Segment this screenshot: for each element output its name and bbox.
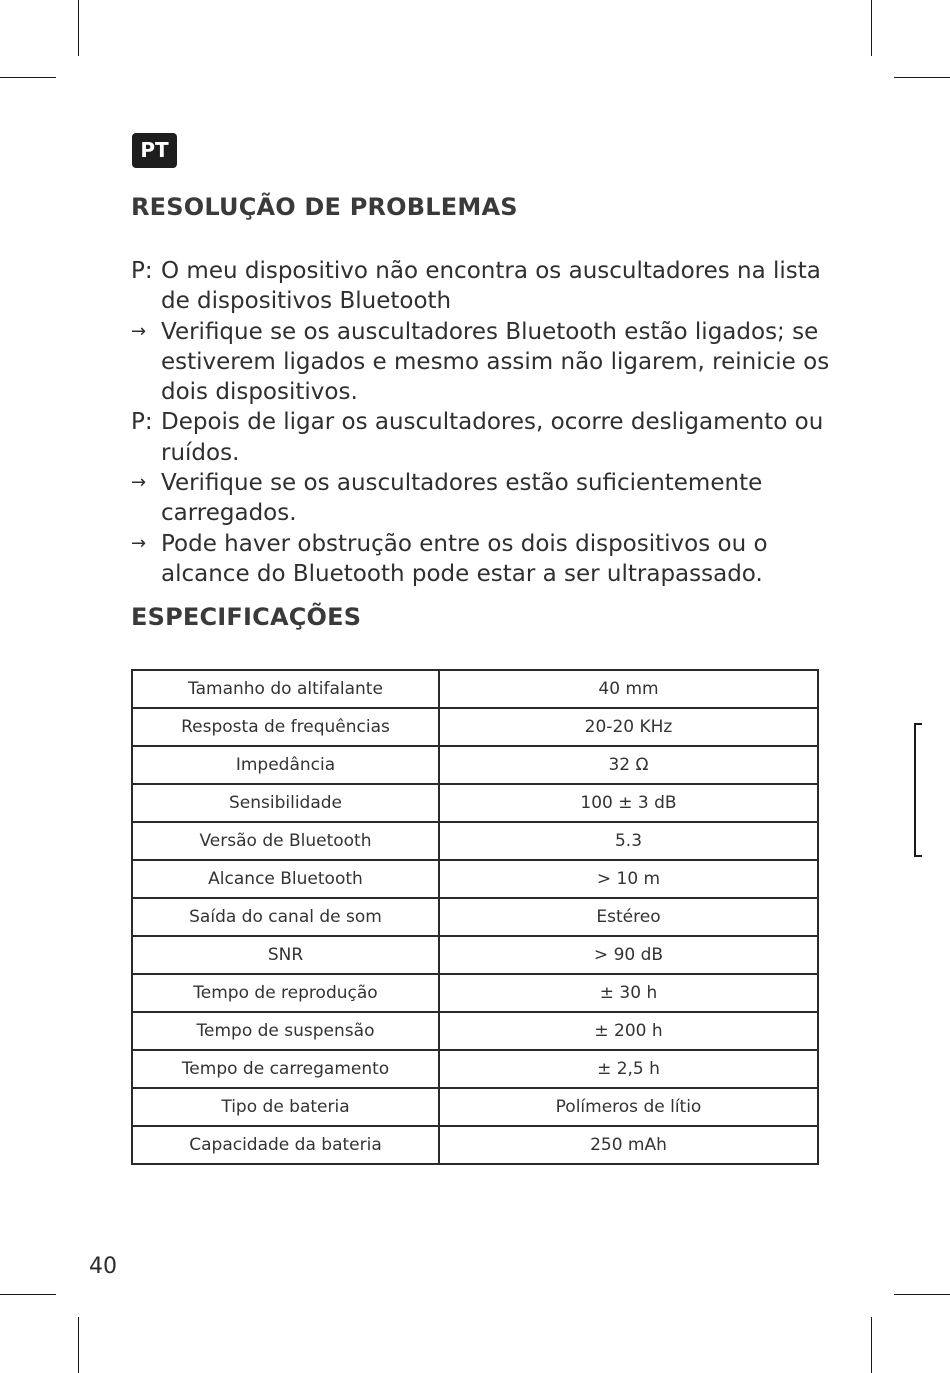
table-row — [132, 822, 818, 860]
table-row — [132, 860, 818, 898]
specifications-title: ESPECIFICAÇÕES — [131, 603, 362, 631]
answer-item — [131, 529, 831, 590]
spec-value: 5.3 — [439, 822, 818, 860]
specifications-table — [131, 669, 819, 1165]
arrow-icon: → — [131, 320, 147, 342]
spec-label: Tipo de bateria — [132, 1088, 439, 1126]
table-row — [132, 898, 818, 936]
question-item — [131, 407, 831, 468]
spec-value: 100 ± 3 dB — [439, 784, 818, 822]
question-marker: P: — [131, 409, 153, 436]
answer-text: Verifique se os auscultadores estão suficientemente carregados. — [161, 470, 763, 527]
spec-value: ± 2,5 h — [439, 1050, 818, 1088]
spec-label: Versão de Bluetooth — [132, 822, 439, 860]
spec-value: 250 mAh — [439, 1126, 818, 1164]
spec-value: Polímeros de lítio — [439, 1088, 818, 1126]
answer-item — [131, 317, 831, 408]
spec-label: Tempo de carregamento — [132, 1050, 439, 1088]
answer-item — [131, 468, 831, 529]
answer-text: Pode haver obstrução entre os dois dispositivos ou o alcance do Bluetooth pode estar a ser ultrapassado. — [161, 530, 768, 587]
crop-mark — [0, 1294, 56, 1295]
spec-value: 32 Ω — [439, 746, 818, 784]
troubleshooting-list — [131, 256, 831, 589]
spec-label: Saída do canal de som — [132, 898, 439, 936]
table-row — [132, 708, 818, 746]
page-number: 40 — [89, 1254, 117, 1279]
spec-label: Capacidade da bateria — [132, 1126, 439, 1164]
crop-mark — [78, 1317, 79, 1373]
table-row — [132, 936, 818, 974]
spec-value: > 10 m — [439, 860, 818, 898]
language-badge: PT — [132, 133, 177, 168]
spec-label: Resposta de frequências — [132, 708, 439, 746]
spec-value: Estéreo — [439, 898, 818, 936]
spec-value: > 90 dB — [439, 936, 818, 974]
spec-label: Tamanho do altifalante — [132, 670, 439, 708]
spec-value: ± 30 h — [439, 974, 818, 1012]
crop-mark — [871, 1317, 872, 1373]
spec-value: 40 mm — [439, 670, 818, 708]
crop-mark — [871, 0, 872, 56]
answer-text: Verifique se os auscultadores Bluetooth estão ligados; se estiverem ligados e mesmo assim não ligarem, reinicie os dois dispositivos. — [161, 318, 830, 406]
arrow-icon: → — [131, 472, 147, 494]
spec-label: Tempo de reprodução — [132, 974, 439, 1012]
question-text: Depois de ligar os auscultadores, ocorre desligamento ou ruídos. — [161, 409, 824, 466]
crop-mark — [894, 77, 950, 78]
crop-mark — [0, 77, 56, 78]
table-row — [132, 670, 818, 708]
spec-label: SNR — [132, 936, 439, 974]
table-row — [132, 974, 818, 1012]
spec-value: ± 200 h — [439, 1012, 818, 1050]
table-row — [132, 746, 818, 784]
table-row — [132, 784, 818, 822]
table-row — [132, 1050, 818, 1088]
troubleshooting-title: RESOLUÇÃO DE PROBLEMAS — [131, 193, 518, 221]
crop-mark — [78, 0, 79, 56]
table-row — [132, 1126, 818, 1164]
crop-mark — [894, 1294, 950, 1295]
question-text: O meu dispositivo não encontra os auscultadores na lista de dispositivos Bluetooth — [161, 258, 821, 315]
question-item — [131, 256, 831, 317]
table-row — [132, 1012, 818, 1050]
spec-label: Alcance Bluetooth — [132, 860, 439, 898]
arrow-icon: → — [131, 532, 147, 554]
spec-label: Impedância — [132, 746, 439, 784]
side-bracket-mark — [914, 723, 922, 857]
spec-value: 20-20 KHz — [439, 708, 818, 746]
spec-label: Sensibilidade — [132, 784, 439, 822]
table-row — [132, 1088, 818, 1126]
question-marker: P: — [131, 258, 153, 284]
spec-label: Tempo de suspensão — [132, 1012, 439, 1050]
